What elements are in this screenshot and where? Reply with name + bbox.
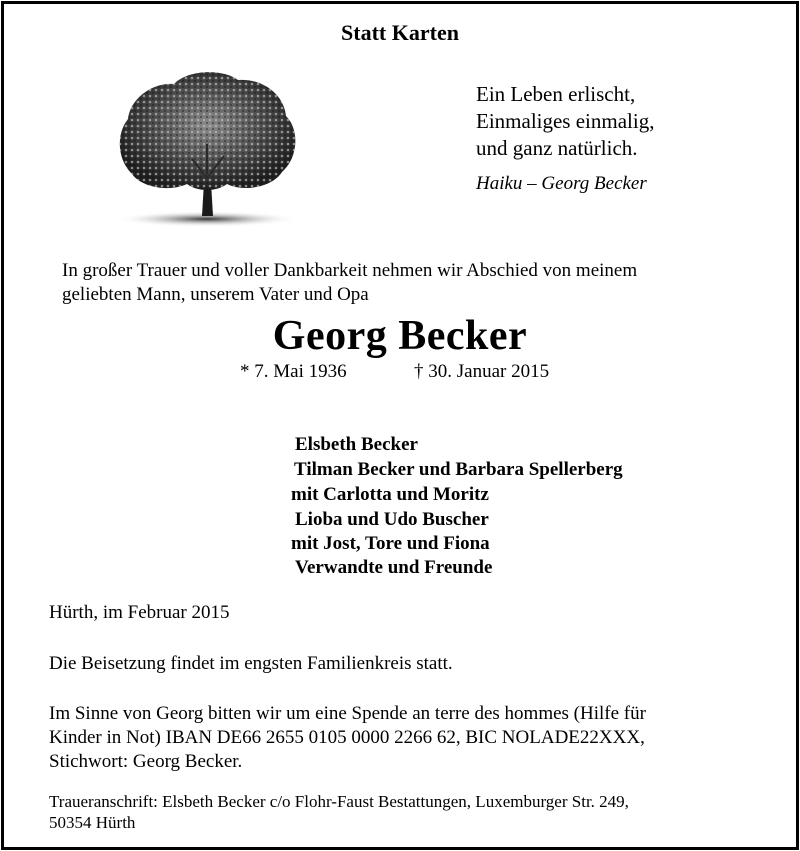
poem-line: Einmaliges einmalig, [476,109,655,133]
poem-line: Ein Leben erlischt, [476,82,636,106]
header-title: Statt Karten [341,20,459,45]
notice-frame [1,1,799,850]
death-date: † 30. Januar 2015 [414,361,550,382]
intro-line: geliebten Mann, unserem Vater und Opa [62,284,369,305]
address-line: Traueranschrift: Elsbeth Becker c/o Flohr-Faust Bestattungen, Luxemburger Str. 249, [49,792,629,811]
place-date: Hürth, im Februar 2015 [49,602,230,623]
poem [476,81,654,162]
poem-line: und ganz natürlich. [476,136,638,160]
mourner-line: Tilman Becker und Barbara Spellerberg [294,459,623,480]
mourner-line: mit Carlotta und Moritz [291,484,489,505]
donation-text [49,702,646,774]
mourner-line: Lioba und Udo Buscher [295,509,489,530]
mourner-line: mit Jost, Tore und Fiona [291,533,490,554]
mourner-line: Verwandte und Freunde [295,557,493,578]
intro-text [62,259,637,307]
donation-line: Kinder in Not) IBAN DE66 2655 0105 0000 2266 62, BIC NOLADE22XXX, [49,727,645,748]
burial-note: Die Beisetzung findet im engsten Familienkreis statt. [49,653,453,674]
tree-icon [112,64,302,229]
donation-line: Im Sinne von Georg bitten wir um eine Spende an terre des hommes (Hilfe für [49,703,646,724]
address-line: 50354 Hürth [49,813,136,832]
mourner-line: Elsbeth Becker [295,434,418,455]
intro-line: In großer Trauer und voller Dankbarkeit nehmen wir Abschied von meinem [62,260,638,281]
deceased-name: Georg Becker [272,313,528,359]
donation-line: Stichwort: Georg Becker. [49,751,243,772]
birth-date: * 7. Mai 1936 [240,361,347,382]
poem-credit: Haiku – Georg Becker [476,173,647,194]
mourning-address [49,791,629,833]
